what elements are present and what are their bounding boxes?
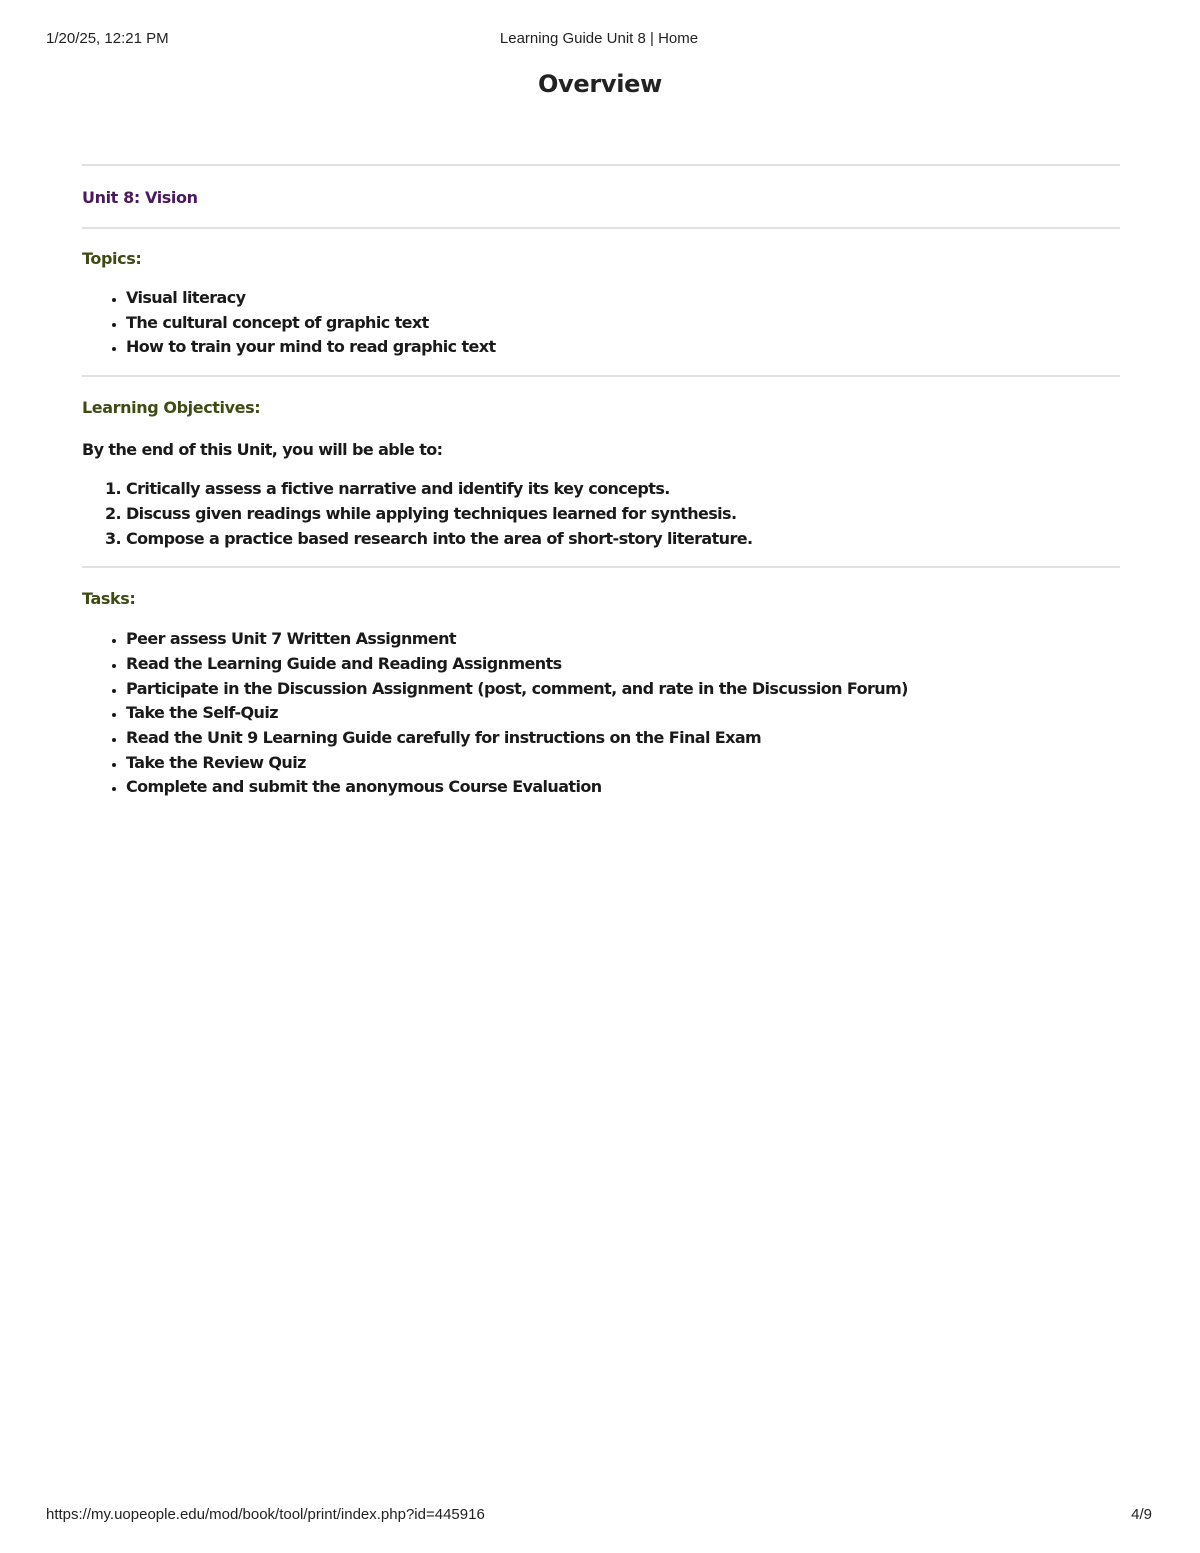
list-item: • Participate in the Discussion Assignment (post, comment, and rate in the Discussion Forum)	[126, 677, 1120, 702]
objectives-list	[82, 477, 1120, 551]
list-item: • The cultural concept of graphic text	[126, 311, 1120, 336]
list-item: 1. Critically assess a fictive narrative and identify its key concepts.	[126, 477, 1120, 502]
list-item: • Visual literacy	[126, 286, 1120, 311]
list-item: • Read the Unit 9 Learning Guide carefully for instructions on the Final Exam	[126, 726, 1120, 751]
tasks-heading: Tasks:	[82, 589, 136, 609]
print-url: https://my.uopeople.edu/mod/book/tool/print/index.php?id=445916	[46, 1506, 485, 1523]
main-content	[82, 164, 1120, 800]
list-item: • Peer assess Unit 7 Written Assignment	[126, 627, 1120, 652]
list-item: • Take the Self-Quiz	[126, 701, 1120, 726]
print-footer	[46, 1506, 1152, 1526]
print-doc-title: Learning Guide Unit 8 | Home	[499, 30, 699, 47]
topics-list	[82, 286, 1120, 360]
objectives-heading: Learning Objectives:	[82, 398, 261, 418]
list-item: • Complete and submit the anonymous Course Evaluation	[126, 775, 1120, 800]
list-item: 2. Discuss given readings while applying techniques learned for synthesis.	[126, 502, 1120, 527]
topics-heading: Topics:	[82, 249, 142, 268]
list-item: • How to train your mind to read graphic text	[126, 335, 1120, 360]
page-title: Overview	[537, 70, 663, 98]
objectives-intro: By the end of this Unit, you will be able to:	[82, 440, 443, 460]
list-item: • Read the Learning Guide and Reading Assignments	[126, 652, 1120, 677]
tasks-list	[82, 627, 1120, 800]
print-datetime: 1/20/25, 12:21 PM	[46, 30, 169, 47]
list-item: 3. Compose a practice based research into the area of short-story literature.	[126, 527, 1120, 552]
page-number: 4/9	[1131, 1506, 1152, 1523]
list-item: • Take the Review Quiz	[126, 751, 1120, 776]
unit-title: Unit 8: Vision	[82, 188, 198, 207]
print-header	[46, 30, 1152, 50]
